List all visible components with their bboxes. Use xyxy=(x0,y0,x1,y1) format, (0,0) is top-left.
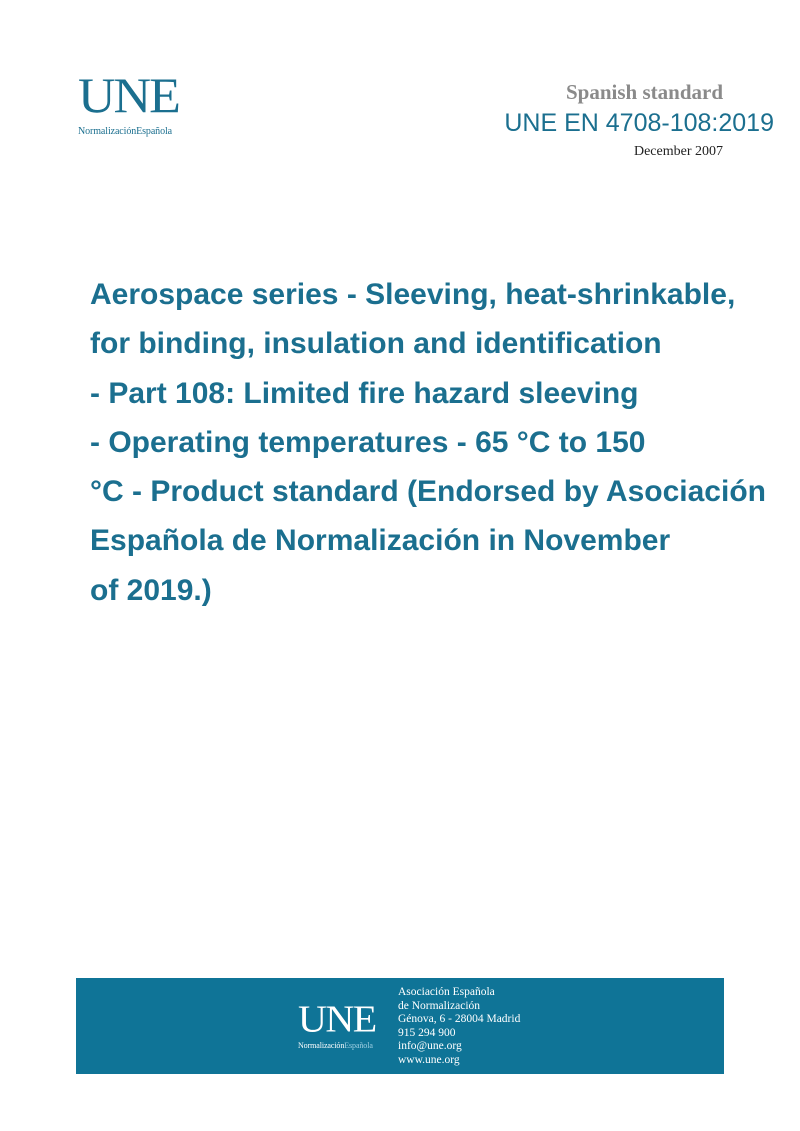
title-line: - Operating temperatures - 65 °C to 150 xyxy=(90,425,646,459)
footer-logo-mark: UNE xyxy=(298,997,376,1040)
standard-kind: Spanish standard xyxy=(566,80,723,104)
email-address: info@une.org xyxy=(398,1040,462,1053)
standard-date: December 2007 xyxy=(633,144,723,159)
footer-banner xyxy=(76,978,724,1074)
title-line: - Part 108: Limited fire hazard sleeving xyxy=(90,376,639,410)
address-line: Asociación Española xyxy=(398,986,495,998)
footer-une-logo xyxy=(298,997,376,1050)
une-logo xyxy=(78,69,179,137)
document-title xyxy=(90,270,780,615)
address-line: de Normalización xyxy=(398,999,481,1012)
phone-number: 915 294 900 xyxy=(398,1026,456,1039)
website-address: www.une.org xyxy=(398,1053,460,1066)
address-line: Génova, 6 - 28004 Madrid xyxy=(398,1013,521,1026)
title-line: Aerospace series - Sleeving, heat-shrinkable, xyxy=(90,278,736,311)
title-line: °C - Product standard (Endorsed by Asociación xyxy=(90,475,766,509)
une-logo-mark: UNE xyxy=(78,69,179,124)
footer-address xyxy=(398,986,520,1068)
footer-logo-sub-espanola: Española xyxy=(344,1041,373,1050)
une-logo-subtitle xyxy=(78,126,179,137)
logo-sub-espanola: Española xyxy=(136,126,172,137)
footer-logo-sub-normalizacion: Normalización xyxy=(298,1041,345,1050)
title-line: of 2019.) xyxy=(90,573,212,607)
title-line: Española de Normalización in November xyxy=(90,524,671,558)
footer-logo-subtitle xyxy=(298,1041,376,1050)
standard-code: UNE EN 4708-108:2019 xyxy=(504,109,774,137)
title-line: for binding, insulation and identification xyxy=(90,327,662,361)
logo-sub-normalizacion: Normalización xyxy=(78,126,137,137)
standard-header xyxy=(504,80,774,160)
